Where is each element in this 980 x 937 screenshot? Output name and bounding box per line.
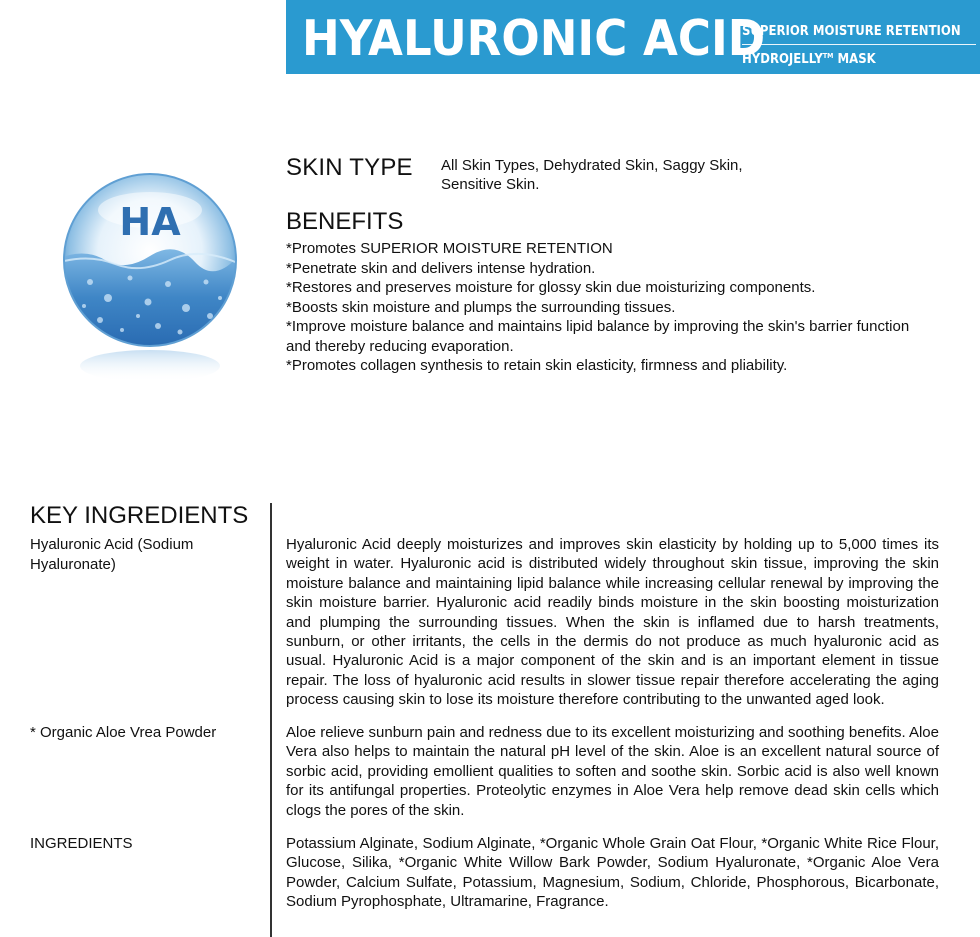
benefit-item: *Boosts skin moisture and plumps the surrounding tissues.: [286, 298, 676, 316]
ha-label: HA: [119, 200, 181, 244]
trademark-mark: TM: [822, 52, 834, 60]
subtitle-line2: [742, 44, 976, 70]
benefit-item: *Penetrate skin and delivers intense hydration.: [286, 259, 596, 277]
subtitle-mask: MASK: [833, 52, 876, 67]
benefit-item: *Promotes collagen synthesis to retain skin elasticity, firmness and pliability.: [286, 357, 788, 374]
benefits-label: BENEFITS: [286, 208, 404, 235]
ha-water-sphere-image: [60, 170, 240, 385]
header-banner: [286, 0, 980, 74]
benefit-item: *Improve moisture balance and maintains lipid balance by improving the skin's barrier function and thereby reducing evaporation.: [286, 318, 910, 355]
ingredients-list-text: Potassium Alginate, Sodium Alginate, *Organic Whole Grain Oat Flour, *Organic White Rice Flour, Glucose, Silika, *Organic White Willow Bark Powder, Sodium Hyaluronate, *Organic Aloe Vera Powder, Calcium Sulfate, Potassium, Magnesium, Sodium, Chloride, Phosphorous, Bicarbonate, Sodium Pyrophosphate, Ultramarine, Fragrance.: [286, 835, 939, 911]
benefit-item: *Restores and preserves moisture for glossy skin due moisturizing components.: [286, 279, 816, 296]
product-title: HYALURONIC ACID: [302, 10, 766, 67]
skin-type-label: SKIN TYPE: [286, 154, 413, 181]
skin-type-text: All Skin Types, Dehydrated Skin, Saggy Skin, Sensitive Skin.: [441, 157, 743, 193]
column-divider: [270, 503, 272, 937]
subtitle-line1: SUPERIOR MOISTURE RETENTION: [742, 24, 961, 39]
ingredient-name-hyaluronic: Hyaluronic Acid (Sodium Hyaluronate): [30, 536, 194, 573]
subtitle-hydrojelly: HYDROJELLY: [742, 52, 823, 67]
benefit-item: *Promotes SUPERIOR MOISTURE RETENTION: [286, 240, 613, 257]
key-ingredients-heading: KEY INGREDIENTS: [30, 502, 249, 529]
ingredient-name-aloe: * Organic Aloe Vrea Powder: [30, 724, 217, 741]
ingredients-label: INGREDIENTS: [30, 835, 133, 852]
ingredient-desc-hyaluronic: Hyaluronic Acid deeply moisturizes and improves skin elasticity by holding up to 5,000 times its weight in water. Hyaluronic acid is distributed widely throughout skin tissue, improving the skin moisture balance and maintaining lipid balance while increasing cellular renewal by improving the skin moisture barrier. Hyaluronic acid readily binds moisture in the skin boosting moisturization and plumping the surrounding tissues. When the skin is inflamed due to harsh treatments, sunburn, or other irritants, the cells in the dermis do not produce as much hyaluronic acid as usual. Hyaluronic Acid is a major component of the skin and is an important element in tissue repair. The loss of hyaluronic acid results in slower tissue repair therefore accelerating the aging process causing skin to lose its moisture therefore contributing to the unwanted aged look.: [286, 536, 939, 709]
ingredient-desc-aloe: Aloe relieve sunburn pain and redness due to its excellent moisturizing and soothing benefits. Aloe Vera also helps to maintain the natural pH level of the skin. Aloe is an excellent natural source of sorbic acid, providing emollient qualities to soften and soothe skin. Sorbic acid is also well known for its antifungal properties. Proteolytic enzymes in Aloe Vera help remove dead skin cells which clogs the pores of the skin.: [286, 724, 939, 819]
benefits-list: [286, 239, 926, 376]
product-subtitle: [742, 22, 976, 70]
